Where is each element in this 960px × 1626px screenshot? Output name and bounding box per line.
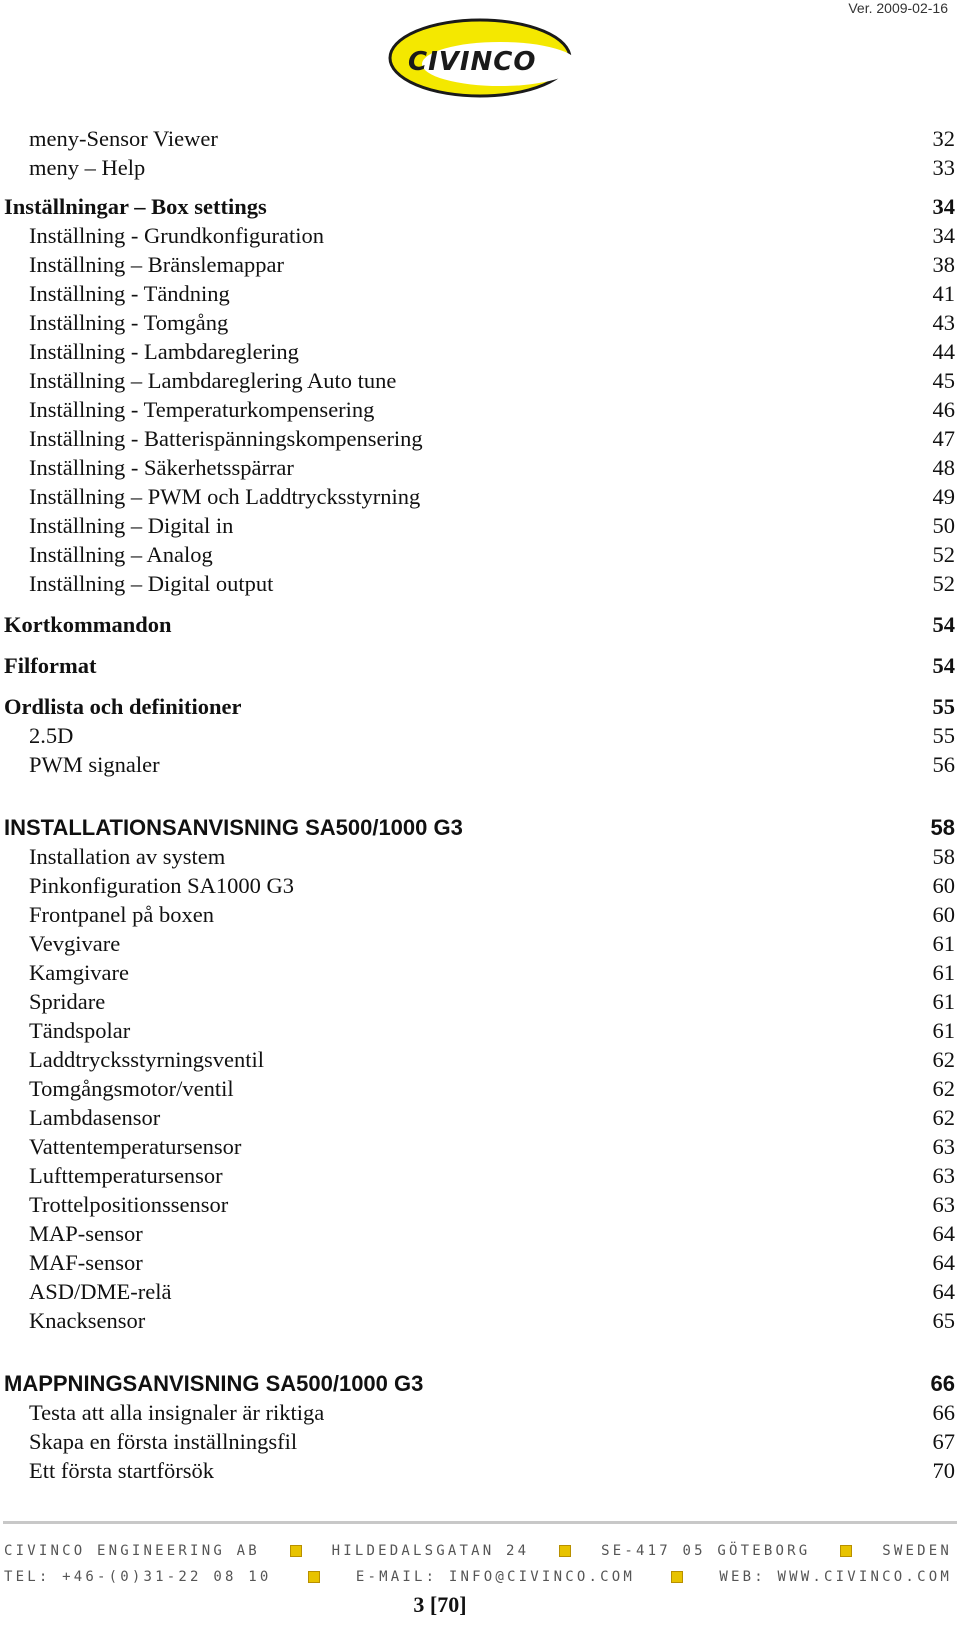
toc-entry-page: 58 bbox=[930, 815, 955, 840]
toc-entry-page: 63 bbox=[932, 1134, 955, 1159]
toc-entry-label: Pinkonfiguration SA1000 G3 bbox=[29, 873, 295, 898]
toc-heading[interactable] bbox=[0, 192, 960, 221]
toc-entry-page: 66 bbox=[932, 1400, 955, 1425]
toc-entry[interactable] bbox=[0, 842, 960, 871]
toc-entry-label: Testa att alla insignaler är riktiga bbox=[29, 1400, 325, 1425]
toc-entry-page: 67 bbox=[932, 1429, 955, 1454]
toc-heading[interactable] bbox=[0, 692, 960, 721]
toc-entry-label: Inställning - Grundkonfiguration bbox=[29, 223, 324, 248]
footer-bullet-icon bbox=[308, 1571, 320, 1583]
toc-entry-label: Trottelpositionssensor bbox=[29, 1192, 229, 1217]
toc-entry[interactable] bbox=[0, 250, 960, 279]
toc-entry-label: Laddtrycksstyrningsventil bbox=[29, 1047, 264, 1072]
logo-text: CIVINCO bbox=[408, 47, 537, 77]
toc-entry-page: 55 bbox=[932, 723, 955, 748]
toc-entry-page: 66 bbox=[930, 1371, 955, 1396]
toc-entry[interactable] bbox=[0, 929, 960, 958]
toc-entry-label: Inställningar – Box settings bbox=[4, 194, 267, 219]
toc-entry[interactable] bbox=[0, 1045, 960, 1074]
toc-entry-page: 61 bbox=[932, 989, 955, 1014]
toc-entry[interactable] bbox=[0, 1306, 960, 1335]
toc-entry-label: Inställning - Temperaturkompensering bbox=[29, 397, 375, 422]
toc-entry[interactable] bbox=[0, 1074, 960, 1103]
toc-entry[interactable] bbox=[0, 750, 960, 779]
footer-bullet-icon bbox=[290, 1545, 302, 1557]
toc-entry-page: 61 bbox=[932, 960, 955, 985]
footer-contact-line bbox=[4, 1568, 952, 1586]
toc-entry[interactable] bbox=[0, 871, 960, 900]
toc-entry[interactable] bbox=[0, 1161, 960, 1190]
toc-entry[interactable] bbox=[0, 1103, 960, 1132]
toc-entry-label: Spridare bbox=[29, 989, 106, 1014]
toc-entry-label: Inställning – Lambdareglering Auto tune bbox=[29, 368, 397, 393]
toc-entry-page: 43 bbox=[932, 310, 955, 335]
toc-entry-page: 65 bbox=[932, 1308, 955, 1333]
toc-entry[interactable] bbox=[0, 1016, 960, 1045]
toc-entry-label: Ordlista och definitioner bbox=[4, 694, 242, 719]
toc-entry-label: meny-Sensor Viewer bbox=[29, 126, 218, 151]
toc-entry-label: Inställning - Tomgång bbox=[29, 310, 229, 335]
toc-entry-label: Tändspolar bbox=[29, 1018, 131, 1043]
toc-entry-page: 49 bbox=[932, 484, 955, 509]
toc-entry-page: 54 bbox=[932, 653, 955, 678]
toc-entry-label: Inställning - Batterispänningskompensering bbox=[29, 426, 423, 451]
toc-entry-page: 56 bbox=[932, 752, 955, 777]
toc-entry-label: Knacksensor bbox=[29, 1308, 146, 1333]
toc-entry-page: 64 bbox=[932, 1279, 955, 1304]
toc-entry[interactable] bbox=[0, 424, 960, 453]
toc-entry-page: 62 bbox=[932, 1105, 955, 1130]
toc-entry-page: 52 bbox=[932, 542, 955, 567]
toc-entry[interactable] bbox=[0, 1456, 960, 1485]
toc-entry-label: Inställning – Bränslemappar bbox=[29, 252, 284, 277]
toc-entry-page: 60 bbox=[932, 902, 955, 927]
toc-entry-page: 38 bbox=[932, 252, 955, 277]
toc-entry-page: 45 bbox=[932, 368, 955, 393]
toc-entry-page: 47 bbox=[932, 426, 955, 451]
toc-entry-label: meny – Help bbox=[29, 155, 146, 180]
toc-entry-page: 63 bbox=[932, 1163, 955, 1188]
toc-entry-page: 61 bbox=[932, 931, 955, 956]
footer-phone: TEL: +46-(0)31-22 08 10 bbox=[4, 1569, 272, 1585]
toc-entry[interactable] bbox=[0, 511, 960, 540]
toc-entry[interactable] bbox=[0, 569, 960, 598]
toc-entry-label: MAP-sensor bbox=[29, 1221, 143, 1246]
page-number: 3 [70] bbox=[413, 1592, 467, 1617]
toc-entry[interactable] bbox=[0, 124, 960, 153]
toc-entry-label: Lufttemperatursensor bbox=[29, 1163, 223, 1188]
toc-entry[interactable] bbox=[0, 1248, 960, 1277]
toc-heading[interactable] bbox=[0, 813, 960, 842]
toc-entry-page: 54 bbox=[932, 612, 955, 637]
toc-entry[interactable] bbox=[0, 482, 960, 511]
footer-street: HILDEDALSGATAN 24 bbox=[331, 1543, 530, 1559]
toc-entry-label: Tomgångsmotor/ventil bbox=[29, 1076, 234, 1101]
toc-entry-page: 34 bbox=[932, 223, 955, 248]
toc-entry-page: 52 bbox=[932, 571, 955, 596]
toc-entry-page: 34 bbox=[932, 194, 955, 219]
toc-heading[interactable] bbox=[0, 651, 960, 680]
toc-entry-page: 44 bbox=[932, 339, 955, 364]
civinco-logo bbox=[382, 14, 582, 98]
toc-entry[interactable] bbox=[0, 1427, 960, 1456]
toc-entry[interactable] bbox=[0, 1190, 960, 1219]
toc-entry[interactable] bbox=[0, 721, 960, 750]
toc-entry-page: 46 bbox=[932, 397, 955, 422]
toc-entry[interactable] bbox=[0, 308, 960, 337]
toc-entry-label: Inställning - Lambdareglering bbox=[29, 339, 299, 364]
footer-country: SWEDEN bbox=[882, 1543, 952, 1559]
toc-entry[interactable] bbox=[0, 900, 960, 929]
toc-entry-label: PWM signaler bbox=[29, 752, 160, 777]
toc-entry[interactable] bbox=[0, 395, 960, 424]
toc-entry[interactable] bbox=[0, 987, 960, 1016]
toc-entry-label: Inställning - Säkerhetsspärrar bbox=[29, 455, 294, 480]
toc-entry-label: Kamgivare bbox=[29, 960, 129, 985]
toc-entry-label: MAF-sensor bbox=[29, 1250, 143, 1275]
footer-web: WEB: WWW.CIVINCO.COM bbox=[719, 1569, 952, 1585]
toc-entry-label: Kortkommandon bbox=[4, 612, 172, 637]
toc-entry-page: 70 bbox=[932, 1458, 955, 1483]
toc-entry-page: 62 bbox=[932, 1076, 955, 1101]
toc-entry-label: Skapa en första inställningsfil bbox=[29, 1429, 298, 1454]
toc-entry-page: 64 bbox=[932, 1221, 955, 1246]
toc-entry-page: 55 bbox=[932, 694, 955, 719]
toc-entry-page: 32 bbox=[932, 126, 955, 151]
toc-entry[interactable] bbox=[0, 279, 960, 308]
toc-entry-page: 62 bbox=[932, 1047, 955, 1072]
toc-entry-label: Filformat bbox=[4, 653, 97, 678]
toc-entry-label: Inställning – Analog bbox=[29, 542, 213, 567]
toc-entry-label: ASD/DME-relä bbox=[29, 1279, 172, 1304]
toc-entry[interactable] bbox=[0, 1219, 960, 1248]
footer-bullet-icon bbox=[671, 1571, 683, 1583]
footer-email: E-MAIL: INFO@CIVINCO.COM bbox=[355, 1569, 635, 1585]
toc-entry-page: 48 bbox=[932, 455, 955, 480]
toc-heading[interactable] bbox=[0, 610, 960, 639]
toc-entry-page: 50 bbox=[932, 513, 955, 538]
toc-entry[interactable] bbox=[0, 958, 960, 987]
toc-entry[interactable] bbox=[0, 453, 960, 482]
toc-entry-label: 2.5D bbox=[29, 723, 74, 748]
table-of-contents bbox=[0, 124, 960, 1485]
toc-entry-label: Installation av system bbox=[29, 844, 226, 869]
toc-entry-label: INSTALLATIONSANVISNING SA500/1000 G3 bbox=[4, 815, 463, 840]
toc-entry[interactable] bbox=[0, 1277, 960, 1306]
toc-entry[interactable] bbox=[0, 337, 960, 366]
footer-divider bbox=[3, 1521, 957, 1524]
footer-city: SE-417 05 GÖTEBORG bbox=[601, 1543, 811, 1559]
toc-entry-page: 41 bbox=[932, 281, 955, 306]
toc-entry-page: 58 bbox=[932, 844, 955, 869]
toc-entry-page: 60 bbox=[932, 873, 955, 898]
toc-entry-label: Inställning – Digital in bbox=[29, 513, 234, 538]
toc-entry-page: 61 bbox=[932, 1018, 955, 1043]
toc-entry[interactable] bbox=[0, 1132, 960, 1161]
toc-entry-label: Vattentemperatursensor bbox=[29, 1134, 242, 1159]
toc-entry-page: 64 bbox=[932, 1250, 955, 1275]
toc-entry[interactable] bbox=[0, 1398, 960, 1427]
toc-entry-label: Ett första startförsök bbox=[29, 1458, 214, 1483]
toc-entry-label: Lambdasensor bbox=[29, 1105, 161, 1130]
toc-entry[interactable] bbox=[0, 540, 960, 569]
toc-entry[interactable] bbox=[0, 221, 960, 250]
toc-entry-label: Inställning – PWM och Laddtrycksstyrning bbox=[29, 484, 421, 509]
toc-entry[interactable] bbox=[0, 153, 960, 182]
toc-entry-label: Vevgivare bbox=[29, 931, 121, 956]
toc-entry-label: Inställning - Tändning bbox=[29, 281, 230, 306]
toc-entry-page: 63 bbox=[932, 1192, 955, 1217]
toc-heading[interactable] bbox=[0, 1369, 960, 1398]
toc-entry-page: 33 bbox=[932, 155, 955, 180]
version-label: Ver. 2009-02-16 bbox=[848, 0, 948, 16]
footer-bullet-icon bbox=[840, 1545, 852, 1557]
footer-company: CIVINCO ENGINEERING AB bbox=[4, 1543, 260, 1559]
toc-entry[interactable] bbox=[0, 366, 960, 395]
toc-entry-label: Inställning – Digital output bbox=[29, 571, 274, 596]
toc-entry-label: MAPPNINGSANVISNING SA500/1000 G3 bbox=[4, 1371, 424, 1396]
footer-bullet-icon bbox=[559, 1545, 571, 1557]
toc-entry-label: Frontpanel på boxen bbox=[29, 902, 214, 927]
footer-address-line bbox=[4, 1542, 952, 1560]
